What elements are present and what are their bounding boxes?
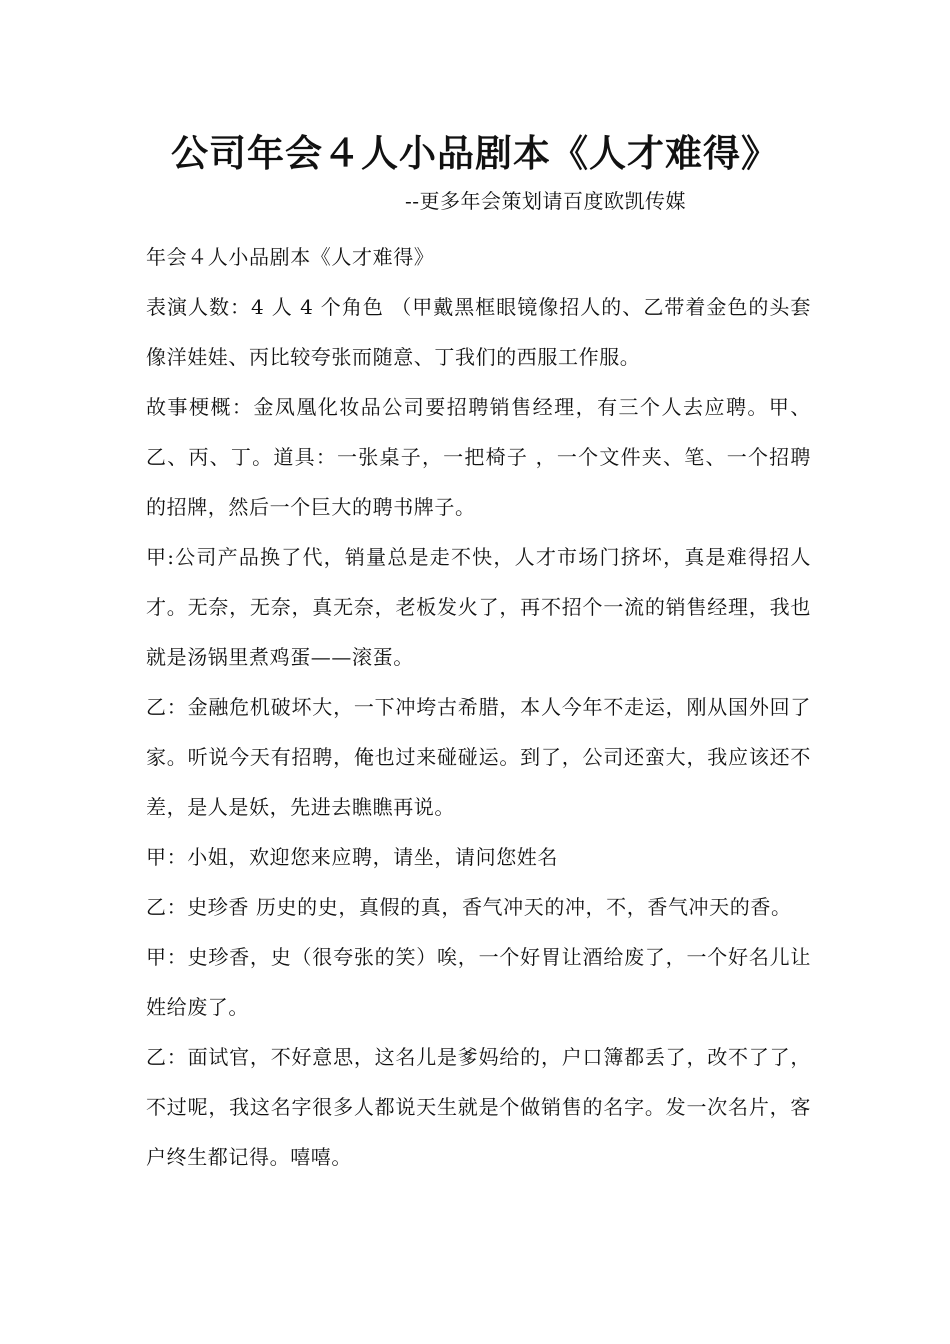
paragraph-synopsis: 故事梗概：金凤凰化妆品公司要招聘销售经理，有三个人去应聘。甲、乙、丙、丁。道具：一张桌子，一把椅子 ，一个文件夹、笔、一个招聘的招牌，然后一个巨大的聘书牌子。 [146,395,811,519]
paragraph-dialogue: 甲：史珍香，史（很夸张的笑）唉，一个好胃让酒给废了，一个好名儿让姓给废了。 [146,945,811,1019]
paragraph-dialogue: 甲:公司产品换了代，销量总是走不快，人才市场门挤坏，真是难得招人才。无奈，无奈，真无奈，老板发火了，再不招个一流的销售经理，我也就是汤锅里煮鸡蛋——滚蛋。 [146,545,811,669]
paragraph-dialogue: 乙：金融危机破坏大，一下冲垮古希腊，本人今年不走运，刚从国外回了家。听说今天有招聘，俺也过来碰碰运。到了，公司还蛮大，我应该还不差，是人是妖，先进去瞧瞧再说。 [146,695,811,819]
paragraph-cast: 表演人数：4 人 4 个角色 （甲戴黑框眼镜像招人的、乙带着金色的头套像洋娃娃、丙比较夸张而随意、丁我们的西服工作服。 [146,295,811,369]
document-title: 公司年会４人小品剧本《人才难得》 [171,131,779,175]
document-subtitle: --更多年会策划请百度欧凯传媒 [405,189,687,213]
paragraph-dialogue: 甲：小姐，欢迎您来应聘，请坐，请问您姓名 [146,845,558,869]
paragraph-dialogue: 乙：史珍香 历史的史，真假的真，香气冲天的冲，不，香气冲天的香。 [146,895,792,919]
document-body [146,232,811,1182]
paragraph-dialogue: 乙：面试官，不好意思，这名儿是爹妈给的，户口簿都丢了，改不了了，不过呢，我这名字很多人都说天生就是个做销售的名字。发一次名片，客户终生都记得。嘻嘻。 [146,1045,811,1169]
paragraph-heading: 年会４人小品剧本《人才难得》 [146,245,435,269]
